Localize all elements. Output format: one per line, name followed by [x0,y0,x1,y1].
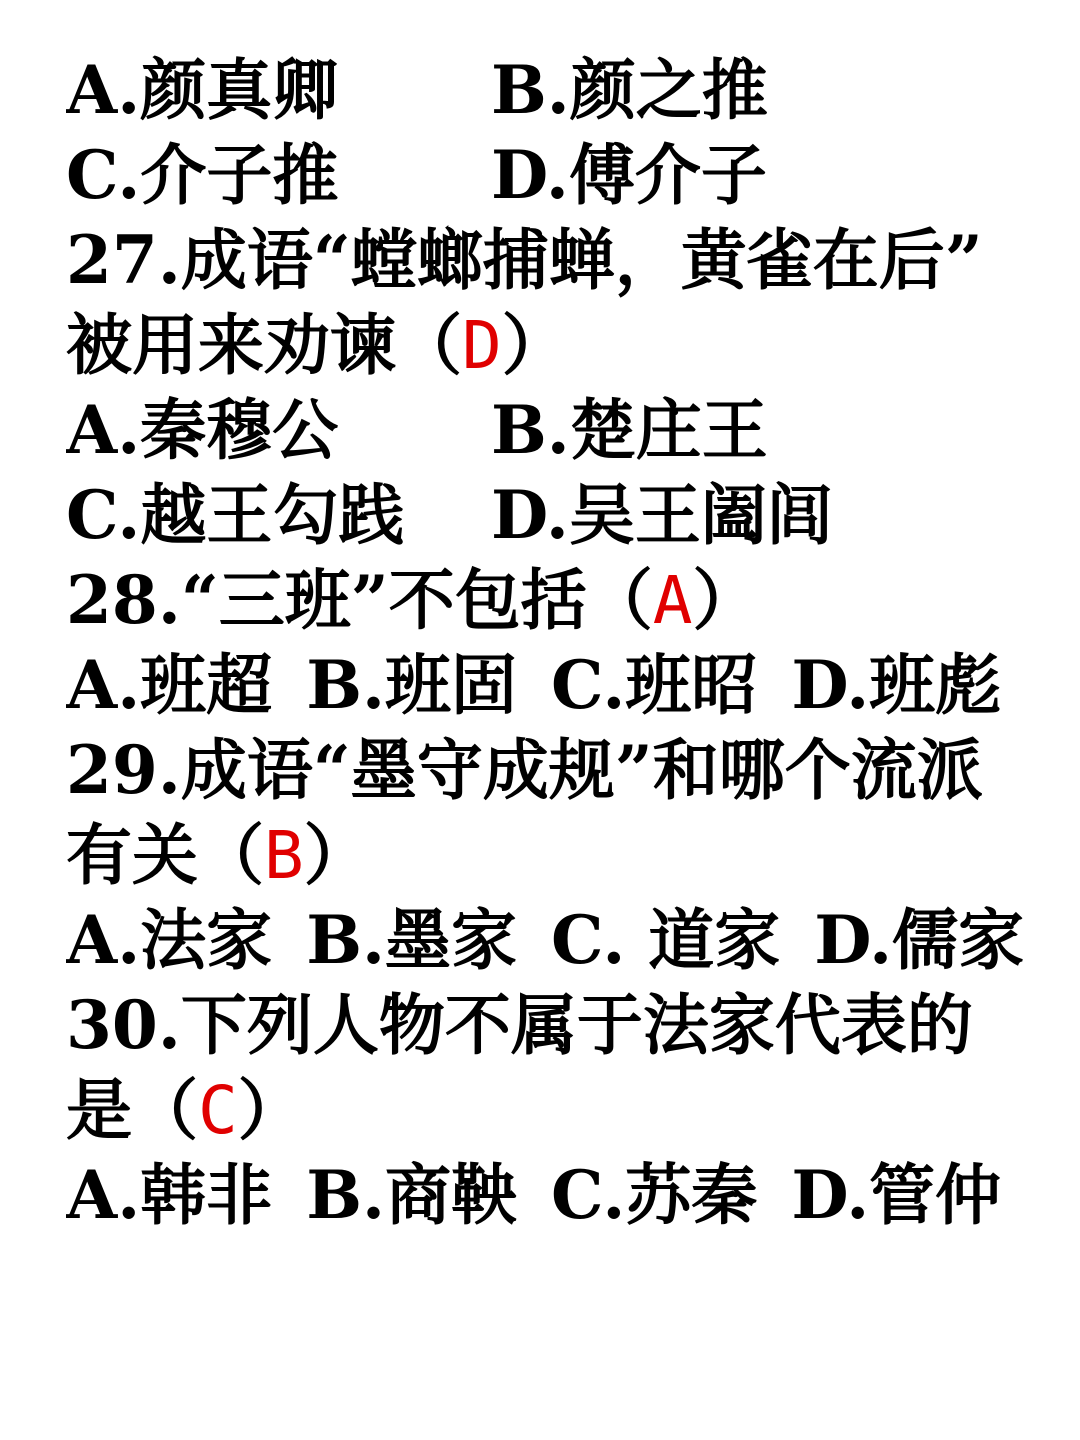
question-27-text-cont [66,303,1026,388]
option-d: D.班彪 [791,646,1002,724]
question-29-answer: B [264,817,304,894]
question-28-answer: A [652,562,693,639]
option-a: A.韩非 [66,1156,273,1234]
option-b: B.商鞅 [306,1156,517,1234]
option-c: C.班昭 [550,646,758,724]
option-c: C.介子推 [66,136,339,214]
option-b: B.颜之推 [491,51,768,129]
option-b: B.楚庄王 [491,391,768,469]
question-28-options [66,643,1026,728]
question-28-prefix: 28.“三班”不包括（ [66,561,653,639]
question-27-text: 27.成语“螳螂捕蝉，黄雀在后” [66,221,983,299]
quiz-page [66,48,1026,1238]
question-30-suffix: ） [237,1071,304,1149]
question-27-prefix: 被用来劝谏（ [66,306,462,384]
option-d: D.吴王阖闾 [491,476,833,554]
question-27-suffix: ） [501,306,568,384]
question-30-text-cont [66,1068,1026,1153]
question-30-prefix: 是（ [66,1071,198,1149]
question-28-suffix: ） [692,561,759,639]
option-b: B.班固 [306,646,517,724]
option-a: A.班超 [66,646,273,724]
question-29-prefix: 有关（ [66,816,264,894]
option-c: C. 道家 [550,901,781,979]
prev-options-row-1 [66,48,1026,133]
option-a: A.法家 [66,901,273,979]
question-29-text: 29.成语“墨守成规”和哪个流派 [66,731,983,809]
question-27-answer: D [462,307,502,384]
question-29-text-cont [66,813,1026,898]
option-c: C.越王勾践 [66,476,405,554]
question-27-options-row-1 [66,388,1026,473]
question-30-text: 30.下列人物不属于法家代表的 [66,986,973,1064]
prev-options-row-2 [66,133,1026,218]
question-29-suffix: ） [303,816,370,894]
option-a: A.颜真卿 [66,51,339,129]
question-30-answer: C [198,1072,238,1149]
option-d: D.管仲 [791,1156,1002,1234]
question-28-text [66,558,1026,643]
question-27-options-row-2 [66,473,1026,558]
question-29-options [66,898,1026,983]
option-b: B.墨家 [306,901,517,979]
option-a: A.秦穆公 [66,391,339,469]
option-d: D.儒家 [814,901,1025,979]
option-c: C.苏秦 [550,1156,758,1234]
option-d: D.傅介子 [491,136,767,214]
question-30-options [66,1153,1026,1238]
